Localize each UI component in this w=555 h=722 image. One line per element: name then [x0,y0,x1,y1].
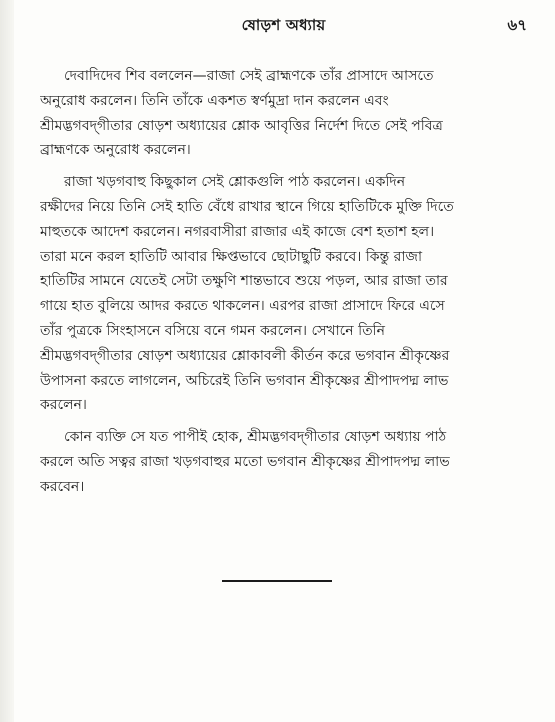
page-body [40,64,520,507]
text-line: করলেন। [40,397,87,414]
text-line: করলে অতি সত্বর রাজা খড়গবাহুর মতো ভগবান শ্রীকৃষ্ণের শ্রীপাদপদ্ম লাভ [40,453,450,470]
page-number: ৬৭ [507,16,527,34]
paragraph-3 [40,425,520,499]
text-line: রক্ষীদের নিয়ে তিনি সেই হাতি বেঁধে রাখার স্থানে গিয়ে হাতিটিকে মুক্তি দিতে [40,198,454,215]
page-gutter-edge [0,0,14,722]
text-line: গায়ে হাত বুলিয়ে আদর করতে থাকলেন। এরপর রাজা প্রাসাদে ফিরে এসে [40,298,445,315]
text-line: অনুরোধ করলেন। তিনি তাঁকে একশত স্বর্ণমুদ্রা দান করলেন এবং [40,92,389,109]
text-line: করবেন। [40,478,85,495]
text-line: তাঁর পুত্রকে সিংহাসনে বসিয়ে বনে গমন করলেন। সেখানে তিনি [40,322,385,339]
text-line: দেবাদিদেব শিব বললেন—রাজা সেই ব্রাহ্মণকে তাঁর প্রাসাদে আসতে [64,68,434,84]
text-line: মাহুতকে আদেশ করলেন। নগরবাসীরা রাজার এই কাজে বেশ হতাশ হল। [40,223,435,240]
paragraph-2 [40,170,520,418]
running-header [40,14,527,42]
text-line: কোন ব্যক্তি সে যত পাপীই হোক, শ্রীমদ্ভগবদ্‌গীতার ষোড়শ অধ্যায় পাঠ [64,429,447,446]
text-line: শ্রীমদ্ভগবদ্‌গীতার ষোড়শ অধ্যায়ের শ্লোক আবৃত্তির নির্দেশ দিতে সেই পবিত্র [40,117,443,134]
end-of-chapter-rule [222,580,332,582]
text-line: শ্রীমদ্ভগবদ্‌গীতার ষোড়শ অধ্যায়ের শ্লোকাবলী কীর্তন করে ভগবান শ্রীকৃষ্ণের [40,347,450,364]
paragraph-1 [40,64,520,163]
text-line: তারা মনে করল হাতিটি আবার ক্ষিপ্তভাবে ছোটাছুটি করবে। কিন্তু রাজা [40,248,423,265]
text-line: হাতিটির সামনে যেতেই সেটা তক্ষুণি শান্তভাবে শুয়ে পড়ল, আর রাজা তার [40,273,448,290]
text-line: ব্রাহ্মণকে অনুরোধ করলেন। [40,142,191,159]
chapter-title: ষোড়শ অধ্যায় [241,16,326,34]
text-line: রাজা খড়গবাহু কিছুকাল সেই শ্লোকগুলি পাঠ করলেন। একদিন [64,174,406,191]
text-line: উপাসনা করতে লাগলেন, অচিরেই তিনি ভগবান শ্রীকৃষ্ণের শ্রীপাদপদ্ম লাভ [40,372,449,389]
